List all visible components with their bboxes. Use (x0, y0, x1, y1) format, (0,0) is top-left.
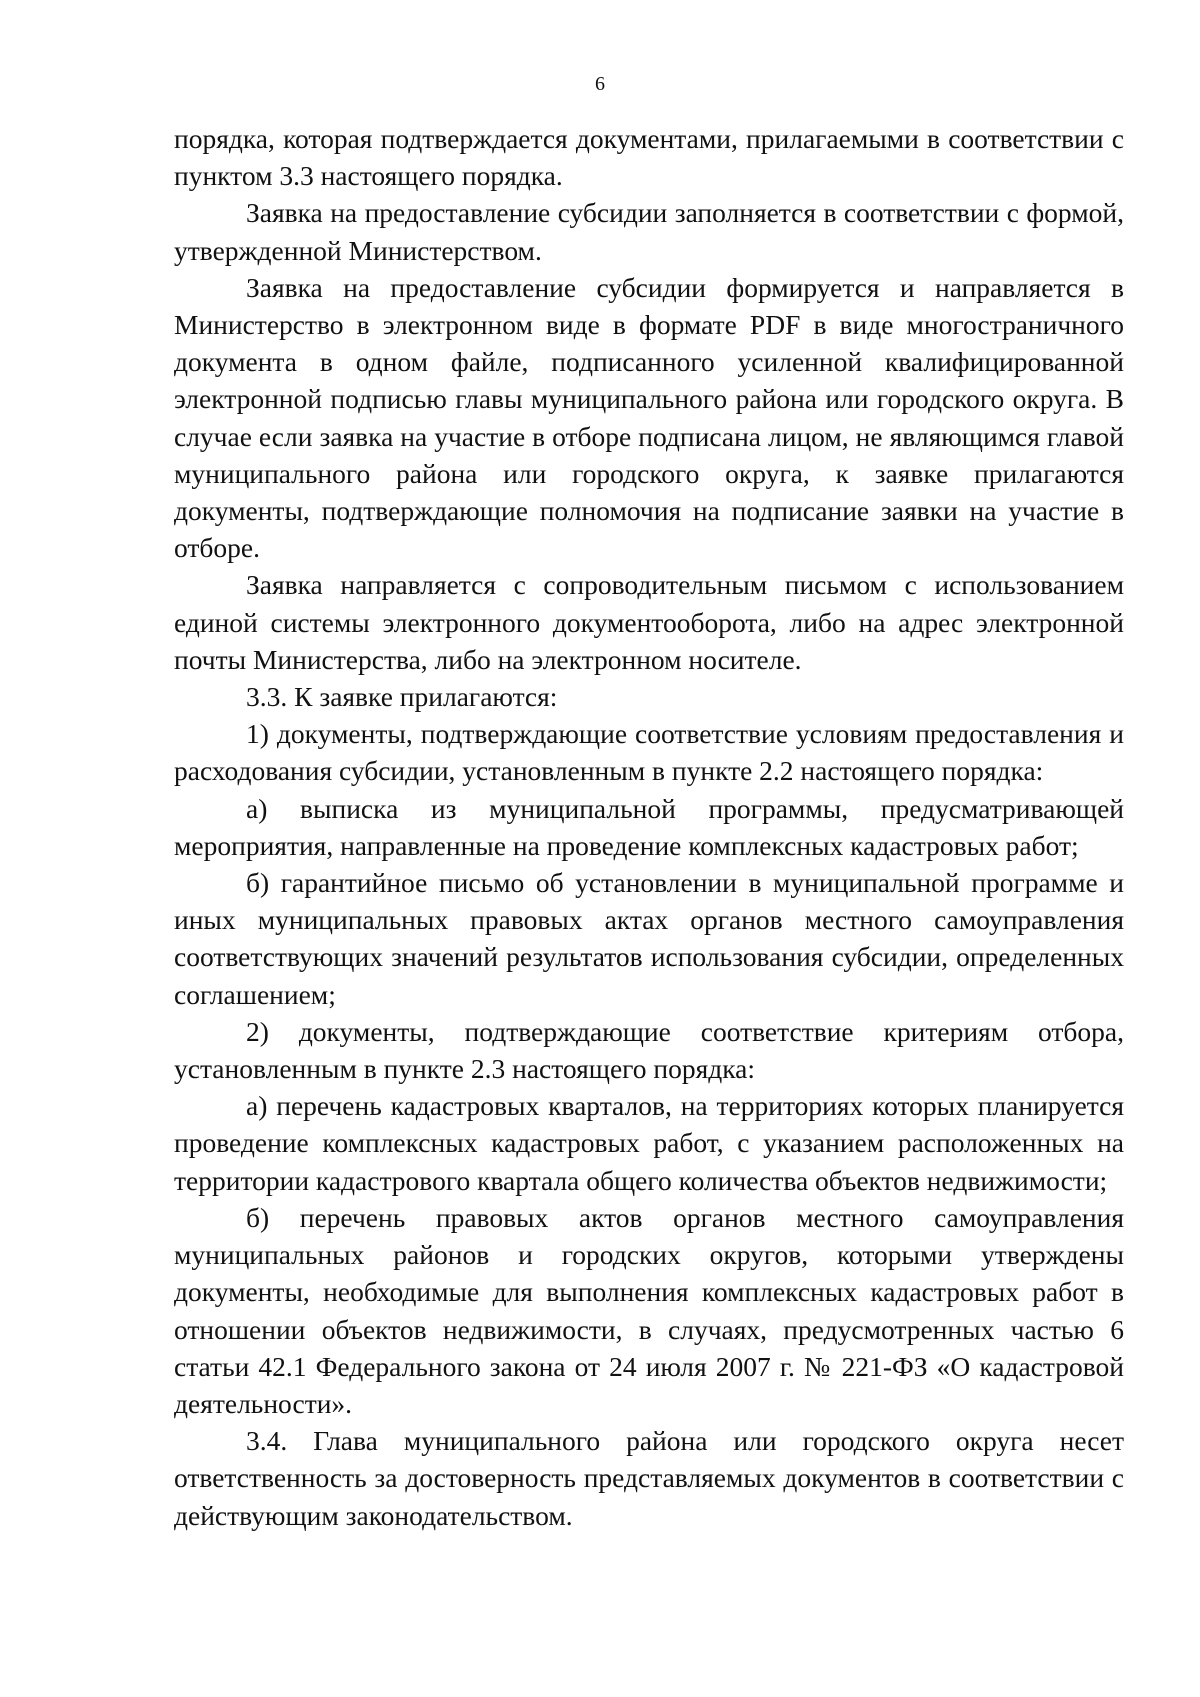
paragraph-section-3-3: 3.3. К заявке прилагаются: (246, 681, 558, 713)
document-body (174, 120, 1124, 1534)
paragraph-item-1a: а) выписка из муниципальной программы, предусматривающей мероприятия, направленные на проведение комплексных кадастровых работ; (174, 792, 1124, 861)
paragraph-item-2a: а) перечень кадастровых кварталов, на территориях которых планируется проведение комплексных кадастровых работ, с указанием расположенных на территории кадастрового квартала общего количества объектов недвижимости; (174, 1090, 1124, 1196)
paragraph-section-3-4: 3.4. Глава муниципального района или городского округа несет ответственность за достоверность представляемых документов в соответствии с действующим законодательством. (174, 1425, 1124, 1531)
paragraph-item-2b: б) перечень правовых актов органов местного самоуправления муниципальных районов и городских округов, которыми утверждены документы, необходимые для выполнения комплексных кадастровых работ в отношении объектов недвижимости, в случаях, предусмотренных частью 6 статьи 42.1 Федерального закона от 24 июля 2007 г. № 221-ФЗ «О кадастровой деятельности». (174, 1201, 1124, 1419)
paragraph-application-form: Заявка на предоставление субсидии заполняется в соответствии с формой, утвержденной Министерством. (174, 197, 1124, 266)
paragraph-item-1b: б) гарантийное письмо об установлении в муниципальной программе и иных муниципальных правовых актах органов местного самоуправления соответствующих значений результатов использования субсидии, определенных соглашением; (174, 867, 1124, 1010)
paragraph-continuation: порядка, которая подтверждается документами, прилагаемыми в соответствии с пунктом 3.3 настоящего порядка. (174, 123, 1124, 192)
paragraph-item-1: 1) документы, подтверждающие соответствие условиям предоставления и расходования субсидии, установленным в пункте 2.2 настоящего порядка: (174, 718, 1124, 787)
page-number: 6 (595, 73, 605, 95)
paragraph-application-electronic: Заявка на предоставление субсидии формируется и направляется в Министерство в электронном виде в формате PDF в виде многостраничного документа в одном файле, подписанного усиленной квалифицированной электронной подписью главы муниципального района или городского округа. В случае если заявка на участие в отборе подписана лицом, не являющимся главой муниципального района или городского округа, к заявке прилагаются документы, подтверждающие полномочия на подписание заявки на участие в отборе. (174, 271, 1124, 564)
paragraph-application-sending: Заявка направляется с сопроводительным письмом с использованием единой системы электронного документооборота, либо на адрес электронной почты Министерства, либо на электронном носителе. (174, 569, 1124, 675)
paragraph-item-2: 2) документы, подтверждающие соответствие критериям отбора, установленным в пункте 2.3 настоящего порядка: (174, 1015, 1124, 1085)
